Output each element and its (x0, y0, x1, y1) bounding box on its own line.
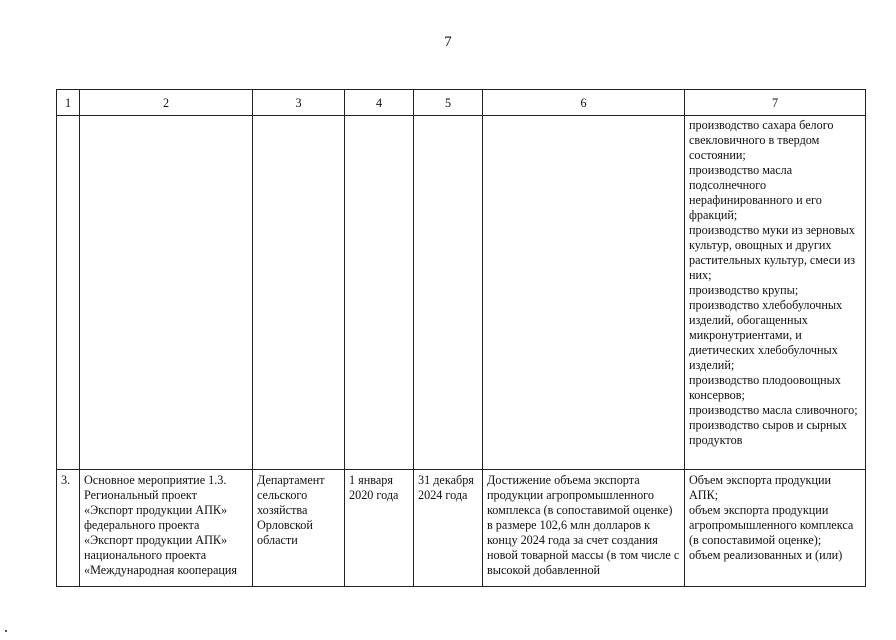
cell-empty (414, 116, 483, 470)
cell-end-date: 31 декабря 2024 года (414, 470, 483, 587)
header-col-7: 7 (685, 90, 866, 116)
program-table (56, 89, 866, 587)
cell-activity-name: Основное мероприятие 1.3. Региональный проект «Экспорт продукции АПК» федерального проекта «Экспорт продукции АПК» национального проекта «Международная кооперация (80, 470, 253, 587)
cell-empty (483, 116, 685, 470)
header-col-4: 4 (345, 90, 414, 116)
cell-indicators-continued: производство сахара белого свекловичного в твердом состоянии; производство масла подсолнечного нерафинированного и его фракций; производство муки из зерновых культур, овощных и других растительных культур, смеси из них; производство крупы; производство хлебобулочных изделий, обогащенных микронутриентами, и диетических хлебобулочных изделий; производство плодоовощных консервов; производство масла сливочного; производство сыров и сырных продуктов (685, 116, 866, 470)
header-col-3: 3 (253, 90, 345, 116)
cell-empty (80, 116, 253, 470)
cell-expected-result: Достижение объема экспорта продукции агропромышленного комплекса (в сопоставимой оценке) в размере 102,6 млн долларов к концу 2024 года за счет создания новой товарной массы (в том числе с высокой добавленной (483, 470, 685, 587)
table-row-continuation (57, 116, 866, 470)
header-row (57, 90, 866, 116)
cell-row-number: 3. (57, 470, 80, 587)
page-number: 7 (444, 34, 452, 50)
header-col-6: 6 (483, 90, 685, 116)
cell-empty (345, 116, 414, 470)
cell-empty (253, 116, 345, 470)
cell-indicators: Объем экспорта продукции АПК; объем экспорта продукции агропромышленного комплекса (в сопоставимой оценке); объем реализованных и (или) (685, 470, 866, 587)
header-col-1: 1 (57, 90, 80, 116)
cell-executor: Департамент сельского хозяйства Орловской области (253, 470, 345, 587)
scan-speck (5, 630, 7, 632)
cell-empty (57, 116, 80, 470)
table-row-3 (57, 470, 866, 587)
header-col-2: 2 (80, 90, 253, 116)
cell-start-date: 1 января 2020 года (345, 470, 414, 587)
header-col-5: 5 (414, 90, 483, 116)
